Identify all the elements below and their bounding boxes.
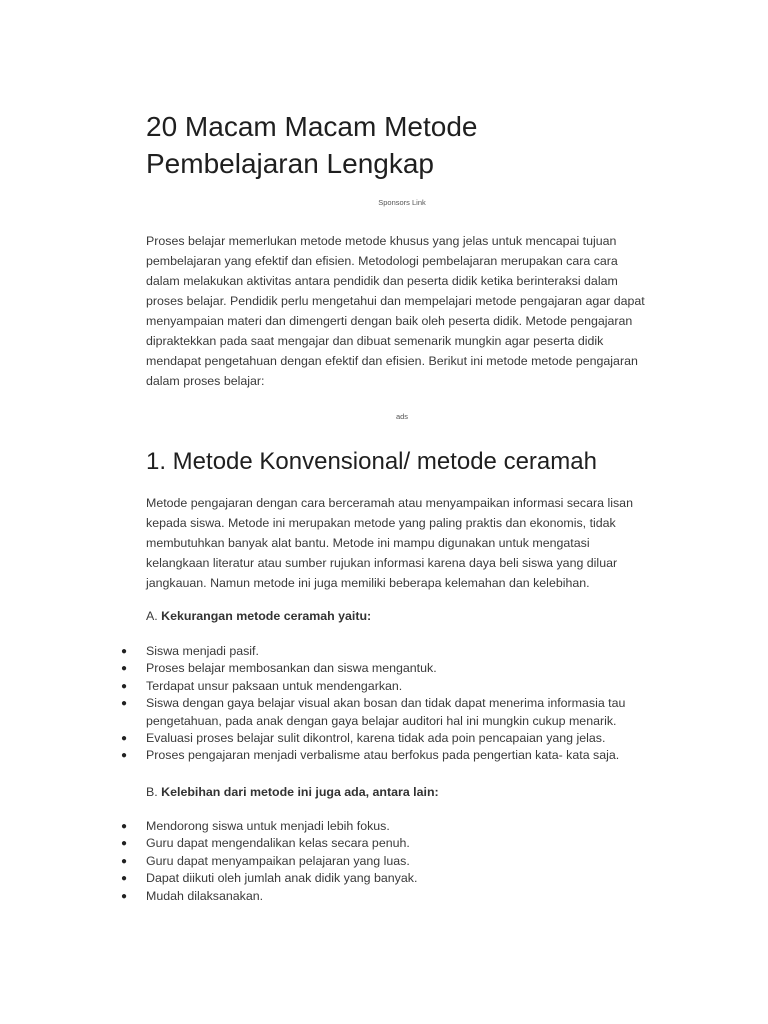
list-item-text: Proses pengajaran menjadi verbalisme atau berfokus pada pengertian kata- kata saja. <box>146 748 620 763</box>
list-item-text: Proses belajar membosankan dan siswa mengantuk. <box>146 661 437 676</box>
subheading-kelebihan <box>146 783 439 801</box>
kekurangan-list <box>0 643 768 765</box>
bullet-icon: ● <box>121 680 128 692</box>
sponsors-link[interactable]: Sponsors Link <box>378 198 426 207</box>
kelebihan-list <box>0 818 768 905</box>
section-paragraph: Metode pengajaran dengan cara berceramah atau menyampaikan informasi secara lisan kepada siswa. Metode ini merupakan metode yang paling praktis dan ekonomis, tidak membutuhkan banyak alat bantu. Metode ini mampu digunakan untuk mengatasi kelangkaan literatur atau sumber rujukan informasi karena daya beli siswa yang diluar jangkauan. Namun metode ini juga memiliki beberapa kelemahan dan kelebihan. <box>146 496 633 590</box>
subheading-prefix: A. <box>146 609 162 623</box>
bullet-icon: ● <box>121 646 128 657</box>
bullet-icon: ● <box>121 698 128 710</box>
bullet-icon: ● <box>121 821 128 832</box>
subheading-label: Kelebihan dari metode ini juga ada, antara lain: <box>161 785 439 799</box>
list-item <box>0 730 768 747</box>
list-item <box>0 747 768 764</box>
list-item <box>0 643 768 660</box>
list-item-text: Dapat diikuti oleh jumlah anak didik yang banyak. <box>146 871 418 886</box>
bullet-icon: ● <box>121 733 128 745</box>
page-title: 20 Macam Macam Metode Pembelajaran Lengkap <box>146 111 478 179</box>
list-item-text: Siswa dengan gaya belajar visual akan bosan dan tidak dapat menerima informasia tau pengetahuan, pada anak dengan gaya belajar auditori hal ini mungkin cukup menarik. <box>146 696 626 728</box>
list-item-text: Siswa menjadi pasif. <box>146 644 259 658</box>
list-item <box>0 818 768 835</box>
section-heading: 1. Metode Konvensional/ metode ceramah <box>146 448 597 475</box>
list-item <box>0 870 768 887</box>
subheading-prefix: B. <box>146 785 162 799</box>
bullet-icon: ● <box>121 750 128 762</box>
bullet-icon: ● <box>121 890 128 902</box>
bullet-icon: ● <box>121 855 128 867</box>
list-item-text: Mudah dilaksanakan. <box>146 888 264 903</box>
list-item <box>0 678 768 695</box>
list-item <box>0 695 768 730</box>
list-item <box>0 888 768 905</box>
bullet-icon: ● <box>121 838 128 850</box>
subheading-kekurangan <box>146 607 371 625</box>
ads-label: ads <box>395 412 409 421</box>
list-item-text: Guru dapat mengendalikan kelas secara penuh. <box>146 836 410 851</box>
list-item-text: Evaluasi proses belajar sulit dikontrol, karena tidak ada poin pencapaian yang jelas. <box>146 731 606 746</box>
list-item-text: Mendorong siswa untuk menjadi lebih fokus. <box>146 819 390 833</box>
list-item <box>0 660 768 677</box>
list-item-text: Guru dapat menyampaikan pelajaran yang luas. <box>146 853 410 868</box>
intro-paragraph: Proses belajar memerlukan metode metode khusus yang jelas untuk mencapai tujuan pembelajaran yang efektif dan efisien. Metodologi pembelajaran merupakan cara cara dalam melakukan aktivitas antara pendidik dan peserta didik ketika berinteraksi dalam proses belajar. Pendidik perlu mengetahui dan mempelajari metode pengajaran agar dapat menyampaian materi dan dimengerti dengan baik oleh peserta didik. Metode pengajaran dipraktekkan pada saat mengajar dan dibuat semenarik mungkin agar peserta didik mendapat pengetahuan dengan efektif dan efisien. Berikut ini metode metode pengajaran dalam proses belajar: <box>146 234 645 388</box>
bullet-icon: ● <box>121 663 128 675</box>
list-item <box>0 835 768 852</box>
list-item-text: Terdapat unsur paksaan untuk mendengarkan. <box>146 678 403 693</box>
list-item <box>0 853 768 870</box>
subheading-label: Kekurangan metode ceramah yaitu: <box>161 609 372 623</box>
bullet-icon: ● <box>121 873 128 885</box>
